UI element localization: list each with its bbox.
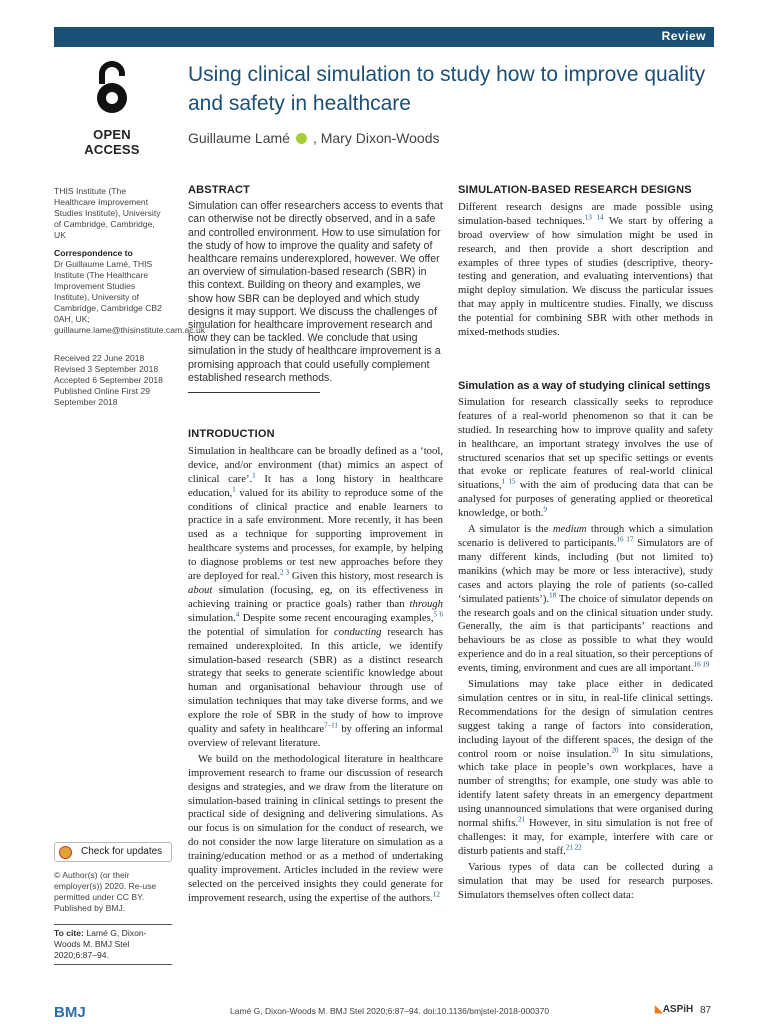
page-number: 87 [700, 1005, 712, 1016]
reference-link[interactable]: 4 [235, 610, 240, 619]
intro-paragraph-2: We build on the methodological literature in healthcare improvement research to frame our discussion of research designs and strategies, and we draw from the literature on simulation-based training in clinical settings to present the practical side of designing and delivering simulations. As our focus is on simulation for the conduct of research, we do not consider the now large literature on simulation as a training/education method or as a method of undertaking quality improvement. Articles included in the review were selected on the perceived insights they could generate for improvement research, using the expertise of the authors.$^{12}$ [188, 752, 443, 904]
date-accepted: Accepted 6 September 2018 [54, 375, 163, 385]
aspih-logo [655, 1004, 693, 1015]
reference-link[interactable]: 16 17 [616, 535, 634, 544]
studying-section [458, 380, 713, 903]
reference-link[interactable]: 9 [543, 505, 547, 514]
aspih-label: ASPiH [662, 1004, 694, 1015]
open-access-label: OPEN ACCESS [84, 127, 140, 157]
studying-paragraph-3: Simulations may take place either in dedicated simulation centres or in situ, in real-life clinical settings. Recommendations for the design of simulation centres suggest taking a range of factors into consideration, including layout of the different spaces, the design of the control room or noise insulation.$^{20}$ In situ simulations, which take place in people’s own workplaces, have a number of strengths; for example, one study was able to identify latent safety threats in an emergency department using unannounced simulations that were organised during normal shifts.$^{21}$ However, in situ simulation is not free of challenges: it may, for example, interfere with care or disturb patients and staff.$^{21 22}$ [458, 678, 713, 857]
correspondence [54, 248, 206, 336]
date-published: Published Online First 29 September 2018 [54, 386, 151, 407]
sbr-section [458, 184, 713, 340]
affiliation: THIS Institute (The Healthcare Improvement Studies Institute), University of Cambridge, Cambridge, UK [54, 186, 161, 240]
date-revised: Revised 3 September 2018 [54, 364, 159, 374]
reference-link[interactable]: 13 14 [584, 213, 604, 222]
studying-paragraph-2: A simulator is the medium through which a simulation scenario is delivered to participants.$^{16 17}$ Simulators are of many different kinds, including (but not limited to) manikins (which may be more or less interactive), study cases and actors playing the role of patients (so-called ‘simulated patients’).$^{18}$ The choice of simulator depends on the research goals and on the clinical situation under study. Generally, the aim is that participants’ reactions and behaviours be as close as possible to what they would experience and do in a real situation, so their perceptions of events, timing, environment and cues are all important.$^{16 19}$ [458, 523, 714, 675]
reference-link[interactable]: 1 15 [501, 477, 516, 486]
intro-paragraph-1: Simulation in healthcare can be broadly defined as a ‘tool, device, and/or environment (that) mimics an aspect of clinical care’.$^1$ It has a long history in healthcare education,$^1$ valued for its ability to reproduce some of the conditions of clinical practice and enable learners to practice in a safe environment. More recently, it has been used as a technique for supporting improvement in healthcare systems and processes, for example, by helping to diagnose problems or test new approaches before they are deployed for real.$^{2 3}$ Given this history, most research is about simulation (focusing, eg, on its effectiveness in achieving training or practice goals) rather than through simulation.$^4$ Despite some recent encouraging examples,$^{5 6}$ the potential of simulation for conducting research has remained underexploited. In this article, we identify simulation-based research (SBR) as a distinct research strategy that seeks to generate scientific knowledge about human and organisational behaviour through use of simulation techniques that may take diverse forms, and we explore the role of SBR in the study of how to improve quality and safety in healthcare$^{7-11}$ by offering an informal overview of relevant literature. [188, 444, 444, 749]
copyright-notice: © Author(s) (or their employer(s)) 2020. Re-use permitted under CC BY. Published by BMJ. [54, 870, 157, 913]
reference-link[interactable]: 12 [432, 890, 440, 899]
author-name[interactable]: , Mary Dixon-Woods [312, 130, 440, 146]
article-dates [54, 353, 169, 408]
studying-heading: Simulation as a way of studying clinical settings [458, 380, 711, 392]
cite-text: Lamé G, Dixon-Woods M. BMJ Stel 2020;6:87–94. [54, 928, 147, 960]
open-access-logo [70, 58, 154, 157]
abstract-divider [188, 392, 320, 393]
aspih-mark-icon: ◣ [655, 1004, 663, 1015]
reference-link[interactable]: 16 19 [693, 660, 710, 669]
sbr-heading: SIMULATION-BASED RESEARCH DESIGNS [458, 184, 692, 196]
cite-label: To cite: [54, 928, 84, 938]
abstract-text: Simulation can offer researchers access to events that can otherwise not be directly observed, and in a safe and controlled environment. How to use simulation for the study of how to improve the quality and safety of healthcare remains underexplored, however. We offer an overview of simulation-based research (SBR) in this context. Building on theory and examples, we show how SBR can be deployed and which study designs it may support. We discuss the challenges of simulation for healthcare improvement research and how they can be tackled. We conclude that using simulation in the study of healthcare improvement is a promising approach that could usefully complement established research methods. [188, 200, 443, 384]
date-received: Received 22 June 2018 [54, 353, 145, 363]
page-footer [0, 1002, 768, 1022]
correspondence-text: Dr Guillaume Lamé, THIS Institute (The Healthcare Improvement Studies Institute), University of Cambridge, Cambridge CB2 0AH, UK; guillaume.lame@thisinstitute.cam.ac.uk [54, 259, 206, 335]
introduction-heading: INTRODUCTION [188, 428, 275, 440]
introduction-section [188, 428, 443, 906]
reference-link[interactable]: 2 3 [280, 568, 289, 577]
reference-link[interactable]: 18 [549, 591, 557, 600]
studying-paragraph-4: Various types of data can be collected during a simulation that may be used for research purposes. Simulators themselves often collect data: [458, 860, 713, 901]
check-updates-label: Check for updates [81, 846, 163, 857]
header-bar [54, 27, 714, 47]
bmj-logo: BMJ [54, 1004, 86, 1021]
reference-link[interactable]: 21 22 [565, 843, 582, 852]
reference-link[interactable]: 5 6 [433, 610, 444, 619]
reference-link[interactable]: 21 [518, 815, 526, 824]
abstract [188, 184, 443, 385]
cite-box [54, 924, 172, 965]
section-label: Review [661, 29, 706, 43]
check-for-updates-button[interactable] [54, 842, 172, 862]
reference-link[interactable]: 1 [232, 485, 236, 494]
author-list [188, 130, 440, 146]
orcid-icon[interactable] [296, 133, 307, 144]
author-name[interactable]: Guillaume Lamé [188, 130, 290, 146]
reference-link[interactable]: 20 [611, 746, 619, 754]
reference-link[interactable]: 1 [252, 471, 256, 480]
correspondence-heading: Correspondence to [54, 248, 133, 258]
article-title: Using clinical simulation to study how to improve quality and safety in healthcare [188, 63, 706, 115]
sbr-paragraph: Different research designs are made possible using simulation-based techniques.$^{13 14}$ We start by offering a broad overview of how simulation might be used in research, and then provide a short description and examples of three types of studies (descriptive, theory-testing and generation, and evaluating interventions) that might deploy simulation. We discuss the particular issues that may apply in multicentre studies. Finally, we discuss the potential for combining SBR with other methods in mixed-methods studies. [458, 200, 713, 339]
update-badge-icon [59, 846, 72, 859]
studying-paragraph-1: Simulation for research classically seeks to reproduce features of a real-world phenomenon so that it can be studied. In researching how to improve quality and safety in healthcare, an important strategy involves the use of structured scenarios that set up specific settings or events that evoke or replicate features of real-world clinical situations,$^{1 15}$ with the aim of producing data that can be analysed for purposes of generating applied or theoretical knowledge, or both.$^9$ [458, 395, 713, 520]
footer-citation: Lamé G, Dixon-Woods M. BMJ Stel 2020;6:87–94. doi:10.1136/bmjstel-2018-000370 [230, 1006, 550, 1016]
reference-link[interactable]: 7–11 [324, 721, 338, 730]
abstract-heading: ABSTRACT [188, 184, 251, 196]
open-access-icon [90, 58, 134, 116]
